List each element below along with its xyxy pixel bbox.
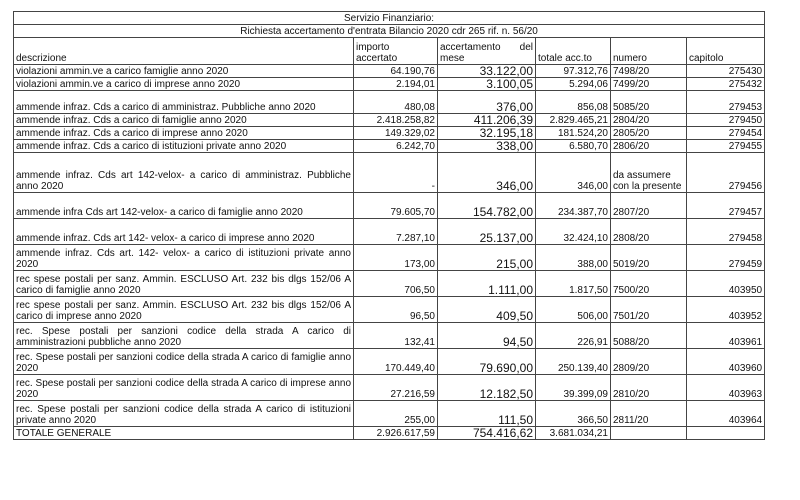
cell-capitolo: 403950 xyxy=(687,271,765,297)
cell-importo: 173,00 xyxy=(354,245,438,271)
cell-capitolo: 279458 xyxy=(687,219,765,245)
cell-descrizione: rec. Spese postali per sanzioni codice della strada A carico di istituzioni private anno 2020 xyxy=(14,401,354,427)
cell-importo: - xyxy=(354,153,438,193)
cell-totale: 97.312,76 xyxy=(536,65,611,78)
cell-capitolo: 403964 xyxy=(687,401,765,427)
total-row xyxy=(14,427,765,440)
cell-importo: 132,41 xyxy=(354,323,438,349)
col-acc-line1a: accertamento xyxy=(440,42,501,53)
cell-totale: 506,00 xyxy=(536,297,611,323)
cell-mese: 79.690,00 xyxy=(438,349,536,375)
cell-mese: 154.782,00 xyxy=(438,193,536,219)
col-acc-line2: mese xyxy=(440,53,465,64)
cell-mese: 346,00 xyxy=(438,153,536,193)
cell-capitolo: 279454 xyxy=(687,127,765,140)
table-row xyxy=(14,127,765,140)
cell-importo: 2.194,01 xyxy=(354,78,438,91)
cell-capitolo: 403963 xyxy=(687,375,765,401)
cell-numero: 2804/20 xyxy=(611,114,687,127)
cell-totale: 1.817,50 xyxy=(536,271,611,297)
cell-capitolo: 403960 xyxy=(687,349,765,375)
cell-numero: 7499/20 xyxy=(611,78,687,91)
cell-numero: 5019/20 xyxy=(611,245,687,271)
cell-capitolo: 403961 xyxy=(687,323,765,349)
cell-mese: 94,50 xyxy=(438,323,536,349)
cell-importo: 706,50 xyxy=(354,271,438,297)
cell-importo: 6.242,70 xyxy=(354,140,438,153)
cell-numero: 2810/20 xyxy=(611,375,687,401)
cell-totale: 234.387,70 xyxy=(536,193,611,219)
cell-descrizione: rec. Spese postali per sanzioni codice della strada A carico di amministrazioni pubbliche anno 2020 xyxy=(14,323,354,349)
table-row xyxy=(14,91,765,114)
total-label: TOTALE GENERALE xyxy=(14,427,354,440)
cell-mese: 25.137,00 xyxy=(438,219,536,245)
col-numero: numero xyxy=(611,38,687,65)
cell-descrizione: rec spese postali per sanz. Ammin. ESCLUSO Art. 232 bis dlgs 152/06 A carico di imprese anno 2020 xyxy=(14,297,354,323)
cell-importo: 64.190,76 xyxy=(354,65,438,78)
cell-importo: 480,08 xyxy=(354,91,438,114)
cell-totale: 181.524,20 xyxy=(536,127,611,140)
cell-capitolo: 279450 xyxy=(687,114,765,127)
cell-descrizione: ammende infraz. Cds a carico di amministraz. Pubbliche anno 2020 xyxy=(14,91,354,114)
cell-importo: 170.449,40 xyxy=(354,349,438,375)
cell-totale: 856,08 xyxy=(536,91,611,114)
col-capitolo: capitolo xyxy=(687,38,765,65)
cell-mese: 1.111,00 xyxy=(438,271,536,297)
cell-numero: 2811/20 xyxy=(611,401,687,427)
cell-totale: 6.580,70 xyxy=(536,140,611,153)
accertamento-table xyxy=(13,11,765,440)
table-row xyxy=(14,323,765,349)
cell-descrizione: ammende infra Cds art 142-velox- a carico di famiglie anno 2020 xyxy=(14,193,354,219)
cell-importo: 149.329,02 xyxy=(354,127,438,140)
cell-totale: 5.294,06 xyxy=(536,78,611,91)
cell-mese: 215,00 xyxy=(438,245,536,271)
cell-mese: 12.182,50 xyxy=(438,375,536,401)
cell-importo: 2.418.258,82 xyxy=(354,114,438,127)
table-row xyxy=(14,219,765,245)
cell-numero: 2808/20 xyxy=(611,219,687,245)
cell-totale: 346,00 xyxy=(536,153,611,193)
cell-mese: 338,00 xyxy=(438,140,536,153)
table-row xyxy=(14,271,765,297)
cell-importo: 7.287,10 xyxy=(354,219,438,245)
cell-totale: 388,00 xyxy=(536,245,611,271)
table-row xyxy=(14,78,765,91)
col-importo-accertato xyxy=(354,38,438,65)
cell-mese: 33.122,00 xyxy=(438,65,536,78)
table-row xyxy=(14,245,765,271)
cell-numero-line1: da assumere xyxy=(613,170,671,181)
cell-descrizione: rec. Spese postali per sanzioni codice della strada A carico di imprese anno 2020 xyxy=(14,375,354,401)
total-numero-empty xyxy=(611,427,687,440)
table-row xyxy=(14,65,765,78)
cell-totale: 226,91 xyxy=(536,323,611,349)
col-importo-line2: accertato xyxy=(356,53,398,64)
cell-totale: 250.139,40 xyxy=(536,349,611,375)
cell-numero-line2: con la presente xyxy=(613,181,682,192)
cell-capitolo: 279455 xyxy=(687,140,765,153)
cell-mese: 409,50 xyxy=(438,297,536,323)
table-row xyxy=(14,349,765,375)
cell-mese: 376,00 xyxy=(438,91,536,114)
cell-mese: 32.195,18 xyxy=(438,127,536,140)
header-richiesta: Richiesta accertamento d'entrata Bilancio 2020 cdr 265 rif. n. 56/20 xyxy=(14,25,765,38)
cell-numero: 2809/20 xyxy=(611,349,687,375)
cell-numero: 2807/20 xyxy=(611,193,687,219)
header-row-1 xyxy=(14,12,765,25)
total-mese: 754.416,62 xyxy=(438,427,536,440)
cell-totale: 2.829.465,21 xyxy=(536,114,611,127)
cell-totale: 32.424,10 xyxy=(536,219,611,245)
cell-capitolo: 279453 xyxy=(687,91,765,114)
table-row xyxy=(14,193,765,219)
col-acc-line1b: del xyxy=(519,42,533,53)
cell-descrizione: ammende infraz. Cds a carico di imprese anno 2020 xyxy=(14,127,354,140)
cell-mese: 111,50 xyxy=(438,401,536,427)
cell-descrizione: rec spese postali per sanz. Ammin. ESCLUSO Art. 232 bis dlgs 152/06 A carico di famiglie anno 2020 xyxy=(14,271,354,297)
cell-totale: 39.399,09 xyxy=(536,375,611,401)
cell-importo: 96,50 xyxy=(354,297,438,323)
cell-descrizione: ammende infraz. Cds art 142- velox- a carico di imprese anno 2020 xyxy=(14,219,354,245)
cell-mese: 3.100,05 xyxy=(438,78,536,91)
cell-numero: 7498/20 xyxy=(611,65,687,78)
cell-numero: 5088/20 xyxy=(611,323,687,349)
cell-numero: 2806/20 xyxy=(611,140,687,153)
cell-descrizione: ammende infraz. Cds a carico di famiglie anno 2020 xyxy=(14,114,354,127)
cell-descrizione: ammende infraz. Cds art. 142- velox- a carico di istituzioni private anno 2020 xyxy=(14,245,354,271)
total-totale: 3.681.034,21 xyxy=(536,427,611,440)
cell-descrizione: rec. Spese postali per sanzioni codice della strada A carico di famiglie anno 2020 xyxy=(14,349,354,375)
cell-descrizione: violazioni ammin.ve a carico di imprese anno 2020 xyxy=(14,78,354,91)
cell-numero: 7500/20 xyxy=(611,271,687,297)
cell-descrizione: ammende infraz. Cds art 142-velox- a carico di amministraz. Pubbliche anno 2020 xyxy=(14,153,354,193)
col-descrizione: descrizione xyxy=(14,38,354,65)
cell-capitolo: 403952 xyxy=(687,297,765,323)
cell-mese: 411.206,39 xyxy=(438,114,536,127)
table-row xyxy=(14,140,765,153)
cell-numero: 5085/20 xyxy=(611,91,687,114)
cell-importo: 27.216,59 xyxy=(354,375,438,401)
table-row xyxy=(14,401,765,427)
table-row xyxy=(14,375,765,401)
cell-descrizione: violazioni ammin.ve a carico famiglie anno 2020 xyxy=(14,65,354,78)
cell-capitolo: 279456 xyxy=(687,153,765,193)
table-row xyxy=(14,297,765,323)
column-header-row xyxy=(14,38,765,65)
cell-descrizione: ammende infraz. Cds a carico di istituzioni private anno 2020 xyxy=(14,140,354,153)
col-importo-line1: importo xyxy=(356,42,390,53)
cell-numero: 2805/20 xyxy=(611,127,687,140)
col-accertamento-mese xyxy=(438,38,536,65)
cell-capitolo: 275430 xyxy=(687,65,765,78)
cell-capitolo: 279459 xyxy=(687,245,765,271)
cell-capitolo: 275432 xyxy=(687,78,765,91)
table-row xyxy=(14,153,765,193)
cell-numero: 7501/20 xyxy=(611,297,687,323)
cell-capitolo: 279457 xyxy=(687,193,765,219)
total-importo: 2.926.617,59 xyxy=(354,427,438,440)
cell-numero xyxy=(611,153,687,193)
cell-importo: 255,00 xyxy=(354,401,438,427)
col-totale: totale acc.to xyxy=(536,38,611,65)
cell-totale: 366,50 xyxy=(536,401,611,427)
table-row xyxy=(14,114,765,127)
header-row-2 xyxy=(14,25,765,38)
total-capitolo-empty xyxy=(687,427,765,440)
header-servizio: Servizio Finanziario: xyxy=(14,12,765,25)
cell-importo: 79.605,70 xyxy=(354,193,438,219)
